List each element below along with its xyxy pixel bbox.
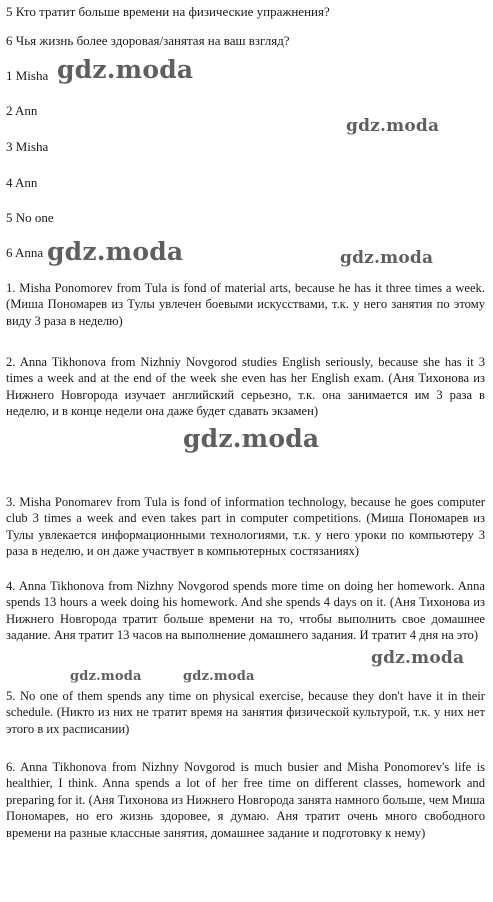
- paragraph-2: 2. Anna Tikhonova from Nizhniy Novgorod studies English seriously, because she has it 3 times a week and at the end of the week she even has her English exam. (Аня Тихонова из Нижнего Новгорода изучает английский серьезно, т.к. она занимается им 3 раза в неделю, и в конце недели она даже будет сдавать экзамен): [6, 355, 485, 419]
- paragraph-3: 3. Misha Ponomarev from Tula is fond of information technology, because he goes computer club 3 times a week and even takes part in computer competitions. (Миша Пономарев из Тулы увлекается информационными технологиями, т.к. у него уроки по компьютеру 3 раза в неделю, и он даже участвует в компьютерных состязаниях): [6, 495, 485, 559]
- paragraph-5: 5. No one of them spends any time on physical exercise, because they don't have it in their schedule. (Никто из них не тратит время на занятия физической культурой, т.к. у них нет этого в их расписании): [6, 689, 485, 736]
- watermark: gdz.moda: [57, 55, 194, 84]
- answer-4: 4 Ann: [6, 175, 38, 190]
- watermark: gdz.moda: [183, 424, 320, 453]
- question-5: 5 Кто тратит больше времени на физические упражнения?: [6, 4, 330, 19]
- watermark: gdz.moda: [183, 669, 255, 684]
- watermark: gdz.moda: [371, 648, 465, 668]
- paragraph-1: 1. Misha Ponomorev from Tula is fond of material arts, because he has it three times a week. (Миша Пономарев из Тулы увлечен боевыми искусствами, т.к. у него занятия по этому виду 3 раза в неделю): [6, 281, 485, 328]
- answer-6: 6 Anna: [6, 245, 44, 260]
- watermark: gdz.moda: [346, 116, 440, 136]
- paragraph-4: 4. Anna Tikhonova from Nizhny Novgorod spends more time on doing her homework. Anna spends 13 hours a week doing his homework. And she spends 4 days on it. (Аня Тихонова из Нижнего Новгорода тратит больше времени на то, чтобы выполнить свое домашнее задание. Аня тратит 13 часов на выполнение домашнего задания. И тратит 4 дня на это): [6, 579, 485, 643]
- watermark: gdz.moda: [47, 237, 184, 266]
- answer-3: 3 Misha: [6, 139, 49, 154]
- answer-1: 1 Misha: [6, 68, 49, 83]
- answer-5: 5 No one: [6, 210, 54, 225]
- watermark: gdz.moda: [340, 248, 434, 268]
- watermark: gdz.moda: [70, 669, 142, 684]
- paragraph-6: 6. Anna Tikhonova from Nizhny Novgorod is much busier and Misha Ponomorev's life is healthier, I think. Anna spends a lot of her free time on different classes, homework and preparing for it. (Аня Тихонова из Нижнего Новгорода занята намного больше, чем Миша Пономарев, но его жизнь здоровее, я думаю. Аня тратит очень много свободного времени на разные классные занятия, домашнее задание и подготовку к нему): [6, 760, 485, 840]
- question-6: 6 Чья жизнь более здоровая/занятая на ваш взгляд?: [6, 33, 290, 48]
- answer-2: 2 Ann: [6, 103, 38, 118]
